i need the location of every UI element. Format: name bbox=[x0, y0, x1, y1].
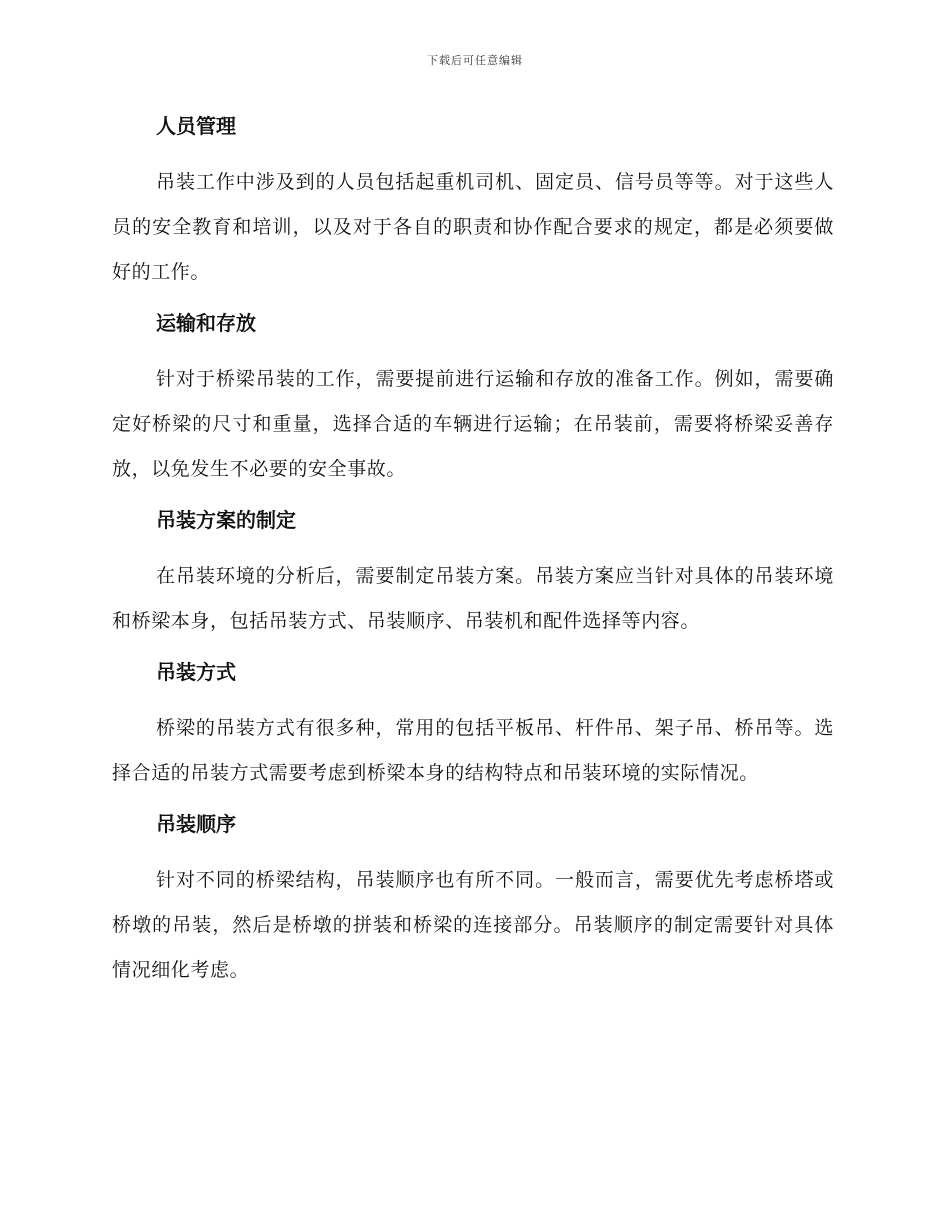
section-transport-storage bbox=[112, 309, 834, 506]
document-body bbox=[112, 112, 834, 993]
section-heading: 吊装方案的制定 bbox=[156, 508, 296, 532]
page-header: 下载后可任意编辑 bbox=[427, 54, 523, 67]
section-lifting-sequence bbox=[112, 810, 834, 993]
section-heading: 吊装顺序 bbox=[156, 812, 236, 836]
section-paragraph: 吊装工作中涉及到的人员包括起重机司机、固定员、信号员等等。对于这些人员的安全教育和培训，以及对于各自的职责和协作配合要求的规定，都是必须要做好的工作。 bbox=[112, 171, 834, 283]
section-personnel-management bbox=[112, 112, 834, 309]
section-heading: 运输和存放 bbox=[156, 311, 256, 335]
section-paragraph: 针对于桥梁吊装的工作，需要提前进行运输和存放的准备工作。例如，需要确定好桥梁的尺寸和重量，选择合适的车辆进行运输；在吊装前，需要将桥梁妥善存放，以免发生不必要的安全事故。 bbox=[112, 368, 834, 480]
section-lifting-plan bbox=[112, 506, 834, 658]
section-paragraph: 针对不同的桥梁结构，吊装顺序也有所不同。一般而言，需要优先考虑桥塔或桥墩的吊装，然后是桥墩的拼装和桥梁的连接部分。吊装顺序的制定需要针对具体情况细化考虑。 bbox=[112, 869, 834, 981]
section-heading: 吊装方式 bbox=[156, 660, 236, 684]
section-lifting-method bbox=[112, 658, 834, 810]
section-paragraph: 桥梁的吊装方式有很多种，常用的包括平板吊、杆件吊、架子吊、桥吊等。选择合适的吊装方式需要考虑到桥梁本身的结构特点和吊装环境的实际情况。 bbox=[112, 717, 834, 784]
section-paragraph: 在吊装环境的分析后，需要制定吊装方案。吊装方案应当针对具体的吊装环境和桥梁本身，包括吊装方式、吊装顺序、吊装机和配件选择等内容。 bbox=[112, 565, 834, 632]
section-heading: 人员管理 bbox=[156, 114, 236, 138]
